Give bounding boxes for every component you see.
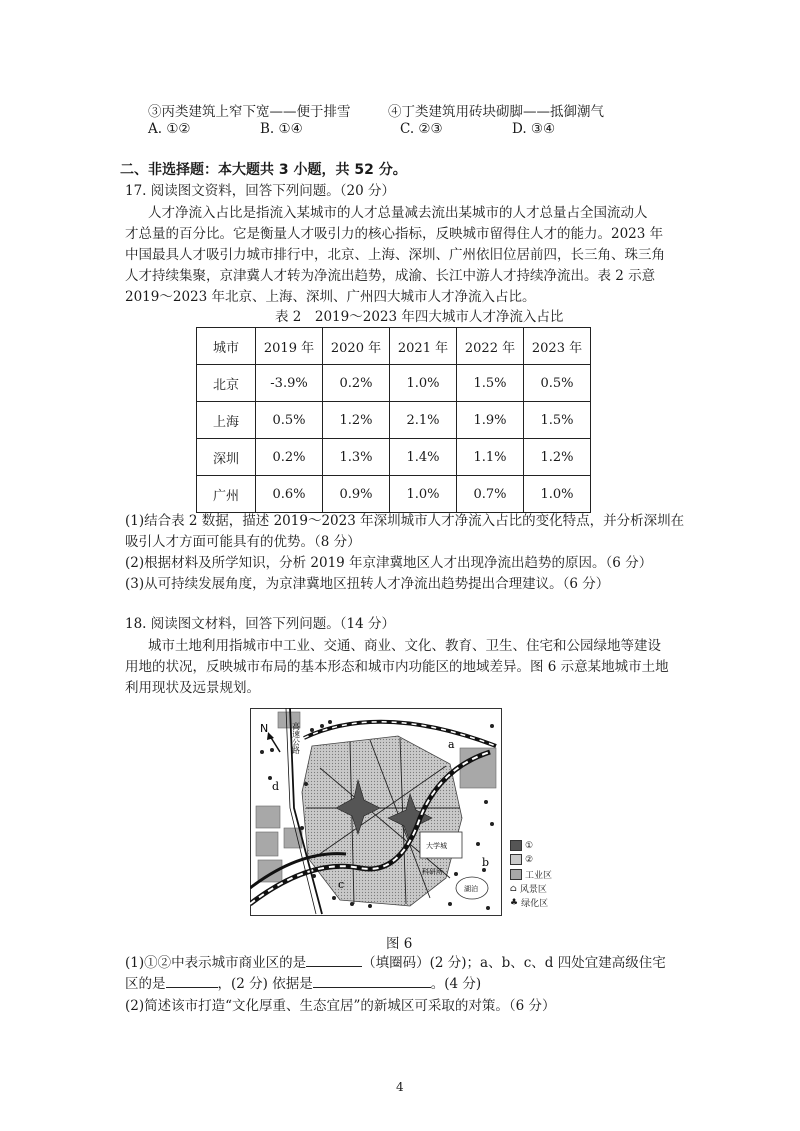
table-cell: 0.2% (256, 439, 323, 476)
answer-blank[interactable] (306, 954, 362, 967)
highway-label: 高速公路 (291, 722, 301, 754)
table-cell: 0.6% (256, 476, 323, 513)
answer-blank[interactable] (166, 975, 218, 988)
q18-sub1-text: ，(2 分) 依据是 (217, 976, 313, 992)
table-header-cell: 2020 年 (323, 328, 390, 365)
land-use-map (250, 708, 502, 916)
table-cell: 1.3% (323, 439, 390, 476)
university-label: 大学城 (426, 842, 447, 850)
table-row (197, 402, 591, 439)
q17-para-line: 中国最具人才吸引力城市排行中，北京、上海、深圳、广州依旧位居前四，长三角、珠三角 (125, 247, 665, 263)
legend-industrial (510, 868, 552, 881)
label-d: d (272, 780, 280, 793)
table-row (197, 439, 591, 476)
legend-label: 风景区 (519, 885, 547, 895)
table-header-cell: 2019 年 (256, 328, 323, 365)
table-cell: 1.0% (390, 365, 457, 402)
q17-para-line: 2019～2023 年北京、上海、深圳、广州四大城市人才净流入占比。 (125, 289, 536, 305)
research-label: 科研所 (422, 868, 443, 876)
figure-caption: 图 6 (386, 936, 413, 952)
table-cell: 0.9% (323, 476, 390, 513)
q17-sub2: (2)根据材料及所学知识，分析 2019 年京津冀地区人才出现净流出趋势的原因。（6 分） (125, 555, 653, 571)
q18-sub1 (125, 953, 666, 973)
page-number: 4 (396, 1080, 404, 1094)
q17-para-line: 才总量的百分比。它是衡量人才吸引力的核心指标，反映城市留得住人才的能力。2023 年 (125, 226, 664, 242)
option-4: ④丁类建筑用砖块砌脚——抵御潮气 (388, 104, 604, 120)
q17-sub1: (1)结合表 2 数据，描述 2019～2023 年深圳城市人才净流入占比的变化特点，并分析深圳在 (125, 513, 685, 529)
choice-a: A. ①② (148, 121, 191, 137)
table-row (197, 476, 591, 513)
q18-sub1-cont (125, 974, 481, 994)
q18-para-line: 用地的状况，反映城市布局的基本形态和城市内功能区的地域差异。图 6 示意某地城市土地 (125, 659, 669, 675)
table-header-cell: 2022 年 (457, 328, 524, 365)
legend-zone-1 (510, 840, 533, 851)
table-cell: -3.9% (256, 365, 323, 402)
table-cell: 广州 (197, 476, 256, 513)
option-3: ③丙类建筑上窄下宽——便于排雪 (148, 104, 351, 120)
table-cell: 0.5% (524, 365, 591, 402)
legend-label: 绿化区 (521, 899, 549, 909)
q17-header: 17. 阅读图文资料，回答下列问题。（20 分） (125, 183, 395, 199)
north-label: N (260, 722, 269, 735)
tree-icon: ♣ (510, 897, 519, 908)
choice-b: B. ①④ (260, 121, 303, 137)
table-cell: 深圳 (197, 439, 256, 476)
legend-label: ② (525, 854, 534, 865)
legend-zone-2 (510, 854, 533, 865)
table-cell: 1.5% (524, 402, 591, 439)
answer-blank[interactable] (313, 975, 431, 988)
q18-header: 18. 阅读图文材料，回答下列问题。（14 分） (125, 616, 395, 632)
talent-table (196, 327, 591, 513)
q18-para-line: 利用现状及远景规划。 (125, 680, 260, 696)
q17-para-line: 人才净流入占比是指流入某城市的人才总量减去流出某城市的人才总量占全国流动人 (148, 205, 648, 221)
q17-sub1-cont: 吸引人才方面可能具有的优势。（8 分） (125, 534, 361, 550)
table-caption: 表 2 2019～2023 年四大城市人才净流入占比 (275, 309, 564, 325)
legend-swatch (510, 869, 522, 880)
table-header-row (197, 328, 591, 365)
legend-label: 工业区 (525, 871, 553, 881)
legend-swatch (510, 840, 522, 851)
table-header-cell: 2021 年 (390, 328, 457, 365)
q18-sub2: (2)简述该市打造“文化厚重、生态宜居”的新城区可采取的对策。（6 分） (125, 998, 556, 1014)
table-cell: 0.2% (323, 365, 390, 402)
choice-d: D. ③④ (512, 121, 556, 137)
legend-label: ① (525, 840, 534, 851)
table-cell: 0.7% (457, 476, 524, 513)
label-c: c (338, 878, 345, 891)
table-cell: 1.0% (524, 476, 591, 513)
label-a: a (448, 738, 455, 751)
q18-sub1-text: 。(4 分) (430, 976, 482, 992)
legend-scenic (510, 882, 547, 895)
q18-para-line: 城市土地利用指城市中工业、交通、商业、文化、教育、卫生、住宅和公园绿地等建设 (148, 638, 661, 654)
table-row (197, 365, 591, 402)
q18-sub1-text: (1)①②中表示城市商业区的是 (125, 955, 307, 971)
section-title: 二、非选择题：本大题共 3 小题，共 52 分。 (120, 162, 407, 178)
choice-c: C. ②③ (400, 121, 443, 137)
q17-sub3: (3)从可持续发展角度，为京津冀地区扭转人才净流出趋势提出合理建议。（6 分） (125, 576, 610, 592)
legend-green (510, 896, 548, 909)
table-cell: 1.2% (323, 402, 390, 439)
scenic-icon: ⌂ (510, 883, 517, 894)
table-cell: 1.1% (457, 439, 524, 476)
table-cell: 2.1% (390, 402, 457, 439)
q17-para-line: 人才持续集聚，京津冀人才转为净流出趋势，成渝、长江中游人才持续净流出。表 2 示意 (125, 268, 656, 284)
q18-sub1-text: （填圈码）(2 分)；a、b、c、d 四处宜建高级住宅 (362, 955, 666, 971)
table-cell: 1.5% (457, 365, 524, 402)
legend-swatch (510, 854, 522, 865)
lake-label: 湖泊 (464, 885, 478, 893)
table-cell: 1.9% (457, 402, 524, 439)
table-cell: 北京 (197, 365, 256, 402)
table-cell: 0.5% (256, 402, 323, 439)
table-header-cell: 城市 (197, 328, 256, 365)
table-cell: 1.4% (390, 439, 457, 476)
table-cell: 上海 (197, 402, 256, 439)
label-b: b (482, 856, 490, 869)
table-cell: 1.0% (390, 476, 457, 513)
table-cell: 1.2% (524, 439, 591, 476)
q18-sub1-text: 区的是 (125, 976, 166, 992)
table-header-cell: 2023 年 (524, 328, 591, 365)
